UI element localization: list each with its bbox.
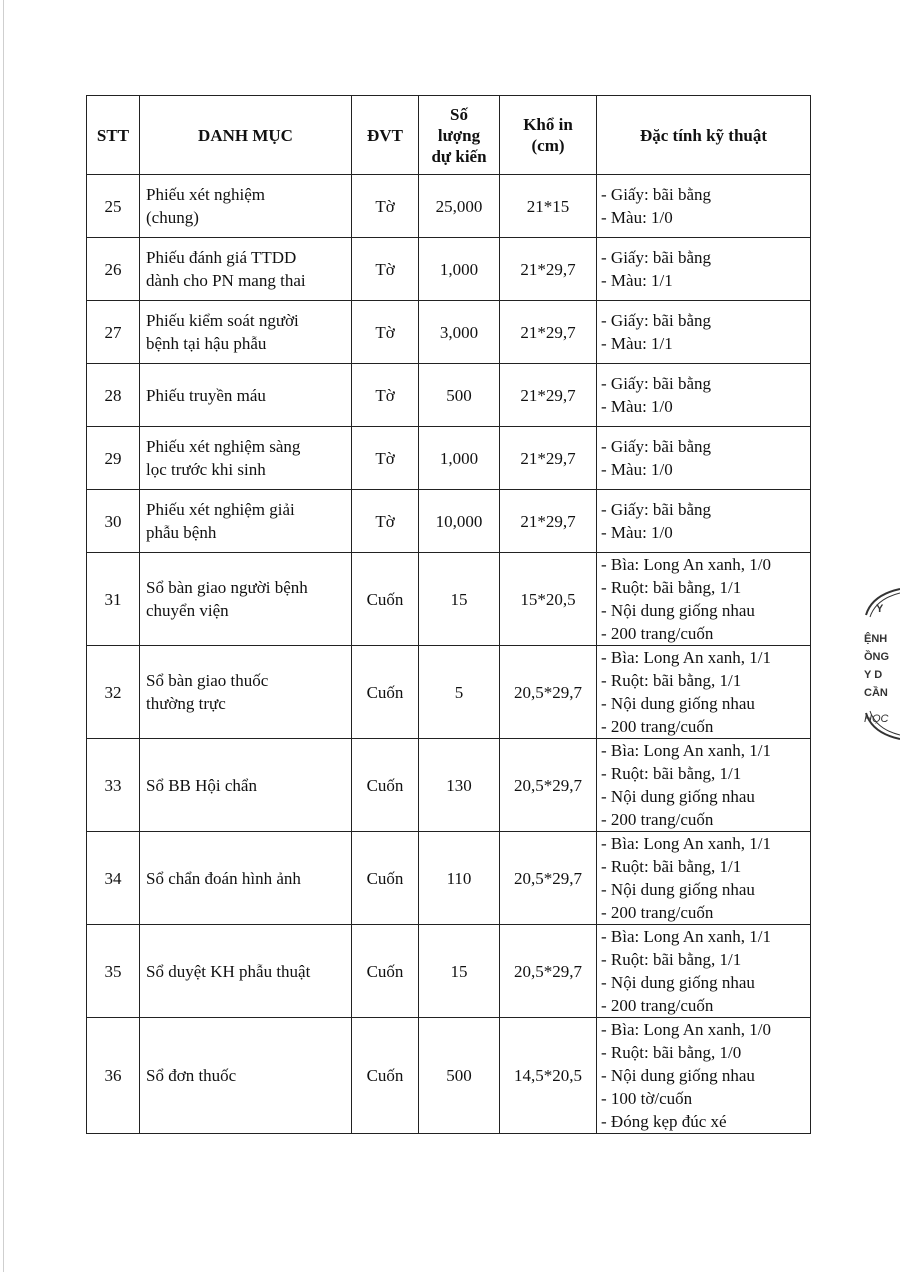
spec-line: - Giấy: bãi bằng bbox=[601, 437, 711, 456]
spec-line: - 200 trang/cuốn bbox=[601, 996, 714, 1015]
header-stt: STT bbox=[87, 96, 140, 175]
cell-dac-tinh bbox=[597, 364, 811, 427]
spec-line: - 200 trang/cuốn bbox=[601, 624, 714, 643]
cell-so-luong: 1,000 bbox=[419, 238, 500, 301]
spec-line: - Bìa: Long An xanh, 1/0 bbox=[601, 555, 771, 574]
spec-line: - Ruột: bãi bằng, 1/1 bbox=[601, 857, 742, 876]
cell-dvt: Cuốn bbox=[352, 553, 419, 646]
name-line: Sổ chẩn đoán hình ảnh bbox=[146, 868, 301, 888]
header-dac-tinh: Đặc tính kỹ thuật bbox=[597, 96, 811, 175]
cell-dvt: Tờ bbox=[352, 490, 419, 553]
cell-dac-tinh bbox=[597, 175, 811, 238]
cell-kho-in: 20,5*29,7 bbox=[500, 739, 597, 832]
name-line: (chung) bbox=[146, 208, 199, 227]
name-line: thường trực bbox=[146, 694, 226, 713]
page-edge bbox=[3, 0, 4, 1272]
cell-dvt: Cuốn bbox=[352, 925, 419, 1018]
cell-kho-in: 21*29,7 bbox=[500, 427, 597, 490]
official-stamp bbox=[858, 585, 900, 745]
spec-line: - Giấy: bãi bằng bbox=[601, 374, 711, 393]
table-row bbox=[87, 238, 811, 301]
spec-line: - Nội dung giống nhau bbox=[601, 787, 755, 806]
header-kho-in bbox=[500, 96, 597, 175]
spec-line: - Màu: 1/0 bbox=[601, 523, 673, 542]
spec-line: - Giấy: bãi bằng bbox=[601, 500, 711, 519]
cell-dac-tinh bbox=[597, 301, 811, 364]
cell-danh-muc bbox=[140, 925, 352, 1018]
header-row bbox=[87, 96, 811, 175]
cell-dvt: Tờ bbox=[352, 427, 419, 490]
name-line: dành cho PN mang thai bbox=[146, 271, 306, 290]
cell-dvt: Tờ bbox=[352, 301, 419, 364]
spec-line: - Ruột: bãi bằng, 1/1 bbox=[601, 764, 742, 783]
cell-dac-tinh bbox=[597, 925, 811, 1018]
cell-danh-muc bbox=[140, 301, 352, 364]
table-header bbox=[87, 96, 811, 175]
spec-line: - Ruột: bãi bằng, 1/1 bbox=[601, 671, 742, 690]
spec-line: - Giấy: bãi bằng bbox=[601, 248, 711, 267]
cell-stt: 25 bbox=[87, 175, 140, 238]
table-row bbox=[87, 175, 811, 238]
cell-stt: 35 bbox=[87, 925, 140, 1018]
header-so-luong bbox=[419, 96, 500, 175]
cell-dac-tinh bbox=[597, 427, 811, 490]
table-row bbox=[87, 553, 811, 646]
cell-dac-tinh bbox=[597, 832, 811, 925]
cell-dvt: Tờ bbox=[352, 364, 419, 427]
name-line: Sổ bàn giao thuốc bbox=[146, 671, 269, 690]
header-dvt: ĐVT bbox=[352, 96, 419, 175]
table-body bbox=[87, 175, 811, 1134]
name-line: phẫu bệnh bbox=[146, 523, 217, 542]
cell-dac-tinh bbox=[597, 646, 811, 739]
cell-so-luong: 1,000 bbox=[419, 427, 500, 490]
cell-so-luong: 15 bbox=[419, 553, 500, 646]
cell-dvt: Cuốn bbox=[352, 646, 419, 739]
stamp-text: ỒNG bbox=[864, 651, 890, 663]
spec-line: - 200 trang/cuốn bbox=[601, 810, 714, 829]
spec-line: - Giấy: bãi bằng bbox=[601, 185, 711, 204]
name-line: Phiếu xét nghiệm sàng bbox=[146, 437, 301, 456]
spec-line: - Nội dung giống nhau bbox=[601, 601, 755, 620]
name-line: Phiếu xét nghiệm bbox=[146, 185, 265, 204]
spec-line: - Màu: 1/1 bbox=[601, 271, 673, 290]
name-line: Phiếu truyền máu bbox=[146, 385, 266, 405]
name-line: bệnh tại hậu phẫu bbox=[146, 334, 267, 353]
cell-kho-in: 21*29,7 bbox=[500, 490, 597, 553]
spec-line: - Bìa: Long An xanh, 1/1 bbox=[601, 648, 771, 667]
stamp-text: HỌC bbox=[864, 713, 889, 725]
cell-danh-muc bbox=[140, 364, 352, 427]
cell-danh-muc bbox=[140, 490, 352, 553]
cell-dac-tinh bbox=[597, 490, 811, 553]
header-danh-muc: DANH MỤC bbox=[140, 96, 352, 175]
cell-dac-tinh bbox=[597, 238, 811, 301]
spec-line: - Màu: 1/0 bbox=[601, 397, 673, 416]
spec-line: - Màu: 1/1 bbox=[601, 334, 673, 353]
name-line: Sổ đơn thuốc bbox=[146, 1066, 237, 1085]
spec-line: - Giấy: bãi bằng bbox=[601, 311, 711, 330]
cell-kho-in: 21*29,7 bbox=[500, 364, 597, 427]
cell-danh-muc bbox=[140, 553, 352, 646]
name-line: chuyển viện bbox=[146, 601, 229, 620]
cell-kho-in: 21*29,7 bbox=[500, 301, 597, 364]
name-line: Sổ bàn giao người bệnh bbox=[146, 578, 308, 597]
cell-so-luong: 500 bbox=[419, 1018, 500, 1134]
spec-line: - Bìa: Long An xanh, 1/1 bbox=[601, 741, 771, 760]
name-line: Sổ BB Hội chẩn bbox=[146, 775, 257, 795]
cell-kho-in: 20,5*29,7 bbox=[500, 832, 597, 925]
cell-so-luong: 25,000 bbox=[419, 175, 500, 238]
header-so-luong-line: dự kiến bbox=[431, 146, 487, 166]
spec-line: - Ruột: bãi bằng, 1/0 bbox=[601, 1043, 742, 1062]
cell-danh-muc bbox=[140, 832, 352, 925]
header-kho-in-line: Khổ in bbox=[523, 115, 573, 134]
spec-line: - Nội dung giống nhau bbox=[601, 694, 755, 713]
table-row bbox=[87, 1018, 811, 1134]
table-row bbox=[87, 427, 811, 490]
cell-danh-muc bbox=[140, 427, 352, 490]
cell-dac-tinh bbox=[597, 1018, 811, 1134]
cell-dvt: Tờ bbox=[352, 175, 419, 238]
cell-stt: 27 bbox=[87, 301, 140, 364]
spec-line: - 100 tờ/cuốn bbox=[601, 1089, 693, 1108]
cell-stt: 34 bbox=[87, 832, 140, 925]
table-row bbox=[87, 832, 811, 925]
spec-line: - Màu: 1/0 bbox=[601, 208, 673, 227]
stamp-text: ỆNH bbox=[864, 633, 888, 645]
cell-danh-muc bbox=[140, 175, 352, 238]
spec-line: - Nội dung giống nhau bbox=[601, 973, 755, 992]
cell-kho-in: 20,5*29,7 bbox=[500, 646, 597, 739]
cell-danh-muc bbox=[140, 238, 352, 301]
name-line: Sổ duyệt KH phẫu thuật bbox=[146, 961, 311, 981]
spec-line: - Nội dung giống nhau bbox=[601, 1066, 755, 1085]
header-so-luong-line: lượng bbox=[437, 125, 481, 145]
table-row bbox=[87, 364, 811, 427]
cell-kho-in: 14,5*20,5 bbox=[500, 1018, 597, 1134]
spec-line: - Bìa: Long An xanh, 1/1 bbox=[601, 834, 771, 853]
cell-kho-in: 21*29,7 bbox=[500, 238, 597, 301]
cell-stt: 29 bbox=[87, 427, 140, 490]
cell-danh-muc bbox=[140, 739, 352, 832]
spec-line: - Ruột: bãi bằng, 1/1 bbox=[601, 578, 742, 597]
header-kho-in-line: (cm) bbox=[531, 136, 565, 155]
cell-kho-in: 21*15 bbox=[500, 175, 597, 238]
cell-so-luong: 130 bbox=[419, 739, 500, 832]
cell-so-luong: 110 bbox=[419, 832, 500, 925]
stamp-text: Y bbox=[876, 603, 884, 615]
stamp-text: CẦN bbox=[864, 687, 888, 699]
spec-line: - Bìa: Long An xanh, 1/1 bbox=[601, 927, 771, 946]
cell-stt: 33 bbox=[87, 739, 140, 832]
spec-line: - Đóng kẹp đúc xé bbox=[601, 1112, 727, 1131]
cell-stt: 30 bbox=[87, 490, 140, 553]
table-row bbox=[87, 646, 811, 739]
cell-so-luong: 3,000 bbox=[419, 301, 500, 364]
stamp-text: Y D bbox=[864, 669, 883, 681]
spec-table bbox=[86, 95, 811, 1134]
cell-dac-tinh bbox=[597, 553, 811, 646]
name-line: Phiếu kiểm soát người bbox=[146, 311, 299, 330]
spec-line: - Bìa: Long An xanh, 1/0 bbox=[601, 1020, 771, 1039]
name-line: Phiếu đánh giá TTDD bbox=[146, 248, 297, 267]
header-so-luong-line: Số bbox=[450, 104, 468, 124]
cell-stt: 28 bbox=[87, 364, 140, 427]
spec-line: - Nội dung giống nhau bbox=[601, 880, 755, 899]
cell-so-luong: 15 bbox=[419, 925, 500, 1018]
cell-stt: 31 bbox=[87, 553, 140, 646]
cell-so-luong: 500 bbox=[419, 364, 500, 427]
cell-so-luong: 5 bbox=[419, 646, 500, 739]
table-row bbox=[87, 739, 811, 832]
table-row bbox=[87, 925, 811, 1018]
cell-dvt: Cuốn bbox=[352, 739, 419, 832]
cell-kho-in: 15*20,5 bbox=[500, 553, 597, 646]
cell-so-luong: 10,000 bbox=[419, 490, 500, 553]
table-row bbox=[87, 490, 811, 553]
name-line: Phiếu xét nghiệm giải bbox=[146, 500, 295, 519]
cell-stt: 26 bbox=[87, 238, 140, 301]
spec-line: - 200 trang/cuốn bbox=[601, 717, 714, 736]
cell-stt: 32 bbox=[87, 646, 140, 739]
cell-kho-in: 20,5*29,7 bbox=[500, 925, 597, 1018]
cell-dvt: Tờ bbox=[352, 238, 419, 301]
table-row bbox=[87, 301, 811, 364]
spec-line: - 200 trang/cuốn bbox=[601, 903, 714, 922]
cell-stt: 36 bbox=[87, 1018, 140, 1134]
cell-dvt: Cuốn bbox=[352, 1018, 419, 1134]
name-line: lọc trước khi sinh bbox=[146, 460, 266, 479]
cell-danh-muc bbox=[140, 1018, 352, 1134]
cell-dac-tinh bbox=[597, 739, 811, 832]
cell-dvt: Cuốn bbox=[352, 832, 419, 925]
spec-line: - Màu: 1/0 bbox=[601, 460, 673, 479]
spec-line: - Ruột: bãi bằng, 1/1 bbox=[601, 950, 742, 969]
cell-danh-muc bbox=[140, 646, 352, 739]
